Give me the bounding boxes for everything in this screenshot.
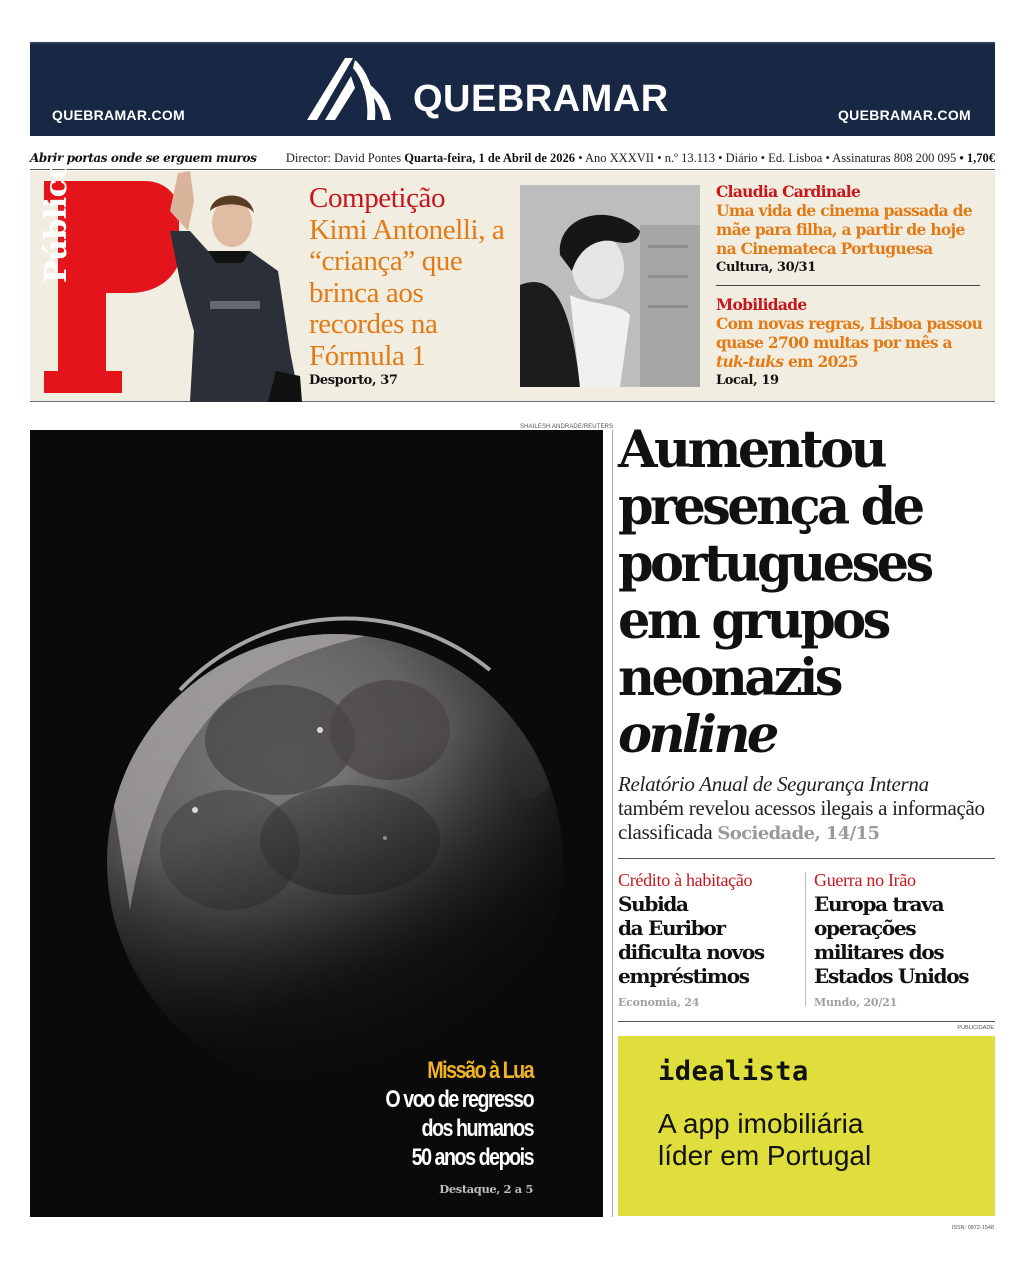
quebramar-banner[interactable] (30, 42, 995, 136)
teaser-headline: Uma vida de cinema passada de mãe para filha, a partir de hoje na Cinemateca Portuguesa (716, 201, 972, 258)
teaser-section: Local, 19 (716, 373, 779, 388)
teaser-section: Desporto, 37 (309, 373, 398, 388)
lead-headline-line: presença de (618, 477, 922, 537)
ad-tagline-line: líder em Portugal (658, 1140, 872, 1171)
banner-title: QUEBRAMAR (413, 78, 669, 120)
lead-headline-line: em grupos (618, 591, 888, 651)
teaser-kicker: Competição (309, 182, 446, 214)
driver-photo[interactable] (150, 171, 310, 402)
brief-headline-line: empréstimos (618, 964, 749, 988)
lead-headline-line: portugueses (618, 534, 931, 594)
banner-url-right[interactable]: QUEBRAMAR.COM (837, 107, 971, 123)
lead-headline-line: online (618, 705, 776, 765)
standfirst-text: também revelou acessos ilegais a informação classificada (618, 796, 985, 844)
moon-headline-line: O voo de regresso (385, 1086, 533, 1113)
brief-section: Mundo, 20/21 (814, 996, 898, 1009)
lead-section: Sociedade, 14/15 (717, 823, 880, 844)
brief-kicker: Guerra no Irão (814, 870, 916, 890)
moon-headline-line: dos humanos (421, 1115, 533, 1142)
teaser-section: Cultura, 30/31 (716, 260, 816, 275)
teaser-formula1[interactable] (309, 183, 524, 389)
director: Director: David Pontes (285, 151, 402, 165)
divider (618, 858, 995, 859)
moon-photo[interactable] (30, 430, 603, 1217)
ad-label: PUBLICIDADE (957, 1025, 994, 1031)
brief-kicker: Crédito à habitação (618, 870, 753, 890)
lead-headline-line: Aumentou (618, 420, 884, 480)
brief-headline-line: militares dos (814, 940, 944, 964)
column-divider (612, 430, 613, 1217)
idealista-ad[interactable] (618, 1036, 995, 1216)
cardinale-photo[interactable] (520, 185, 700, 387)
teaser-headline: Com novas regras, Lisboa passou quase 2700 multas por mês a tuk-tuks em 2025 (716, 314, 983, 371)
brief-headline-line: dificulta novos (618, 940, 764, 964)
moon-kicker: Missão à Lua (427, 1057, 533, 1084)
banner-url-left[interactable]: QUEBRAMAR.COM (52, 107, 186, 123)
divider (618, 1021, 995, 1022)
ad-tagline-line: A app imobiliária (658, 1108, 864, 1139)
lead-headline-line: neonazis (618, 648, 840, 708)
brief-section: Economia, 24 (618, 996, 700, 1009)
brief-headline-line: Subida (618, 892, 688, 916)
ad-tagline (658, 1108, 871, 1172)
moon-headline-line: 50 anos depois (411, 1144, 533, 1171)
issue-details: • Ano XXXVII • n.º 13.113 • Diário • Ed. Lisboa • Assinaturas 808 200 095 (578, 151, 957, 165)
issn: ISSN: 0872-1548 (951, 1225, 994, 1231)
moon-section: Destaque, 2 a 5 (439, 1182, 533, 1196)
teaser-mobilidade[interactable] (716, 295, 986, 389)
teaser-headline: Kimi Antonelli, a “criança” que brinca aos recordes na Fórmula 1 (309, 213, 505, 372)
teaser-strip (30, 160, 995, 402)
lead-headline[interactable] (618, 422, 998, 764)
teaser-divider (716, 285, 980, 286)
teaser-cardinale[interactable] (716, 182, 986, 276)
standfirst-italic: Relatório Anual de Segurança Interna (618, 772, 929, 796)
publico-wordmark: Público (39, 160, 74, 283)
photo-credit: SHAILESH ANDRADE/REUTERS (520, 424, 614, 430)
teaser-kicker: Claudia Cardinale (716, 182, 861, 201)
dateline (30, 150, 995, 170)
brief-headline-line: Estados Unidos (814, 964, 969, 988)
teaser-kicker: Mobilidade (716, 295, 807, 314)
brief-irao[interactable] (814, 868, 999, 1009)
brief-headline-line: da Euribor (618, 916, 725, 940)
issue-date: Quarta-feira, 1 de Abril de 2026 (404, 151, 576, 165)
ad-brand: idealista (658, 1056, 809, 1087)
slogan: Abrir portas onde se erguem muros (30, 151, 257, 165)
issue-price: • 1,70€ (959, 151, 995, 165)
issue-meta (286, 150, 995, 166)
brief-headline-line: operações (814, 916, 916, 940)
brief-euribor[interactable] (618, 868, 803, 1009)
brief-headline-line: Europa trava (814, 892, 944, 916)
quebramar-logo-icon (307, 58, 397, 124)
brief-divider (805, 872, 806, 1006)
moon-caption (385, 1056, 533, 1172)
lead-standfirst (618, 772, 998, 846)
